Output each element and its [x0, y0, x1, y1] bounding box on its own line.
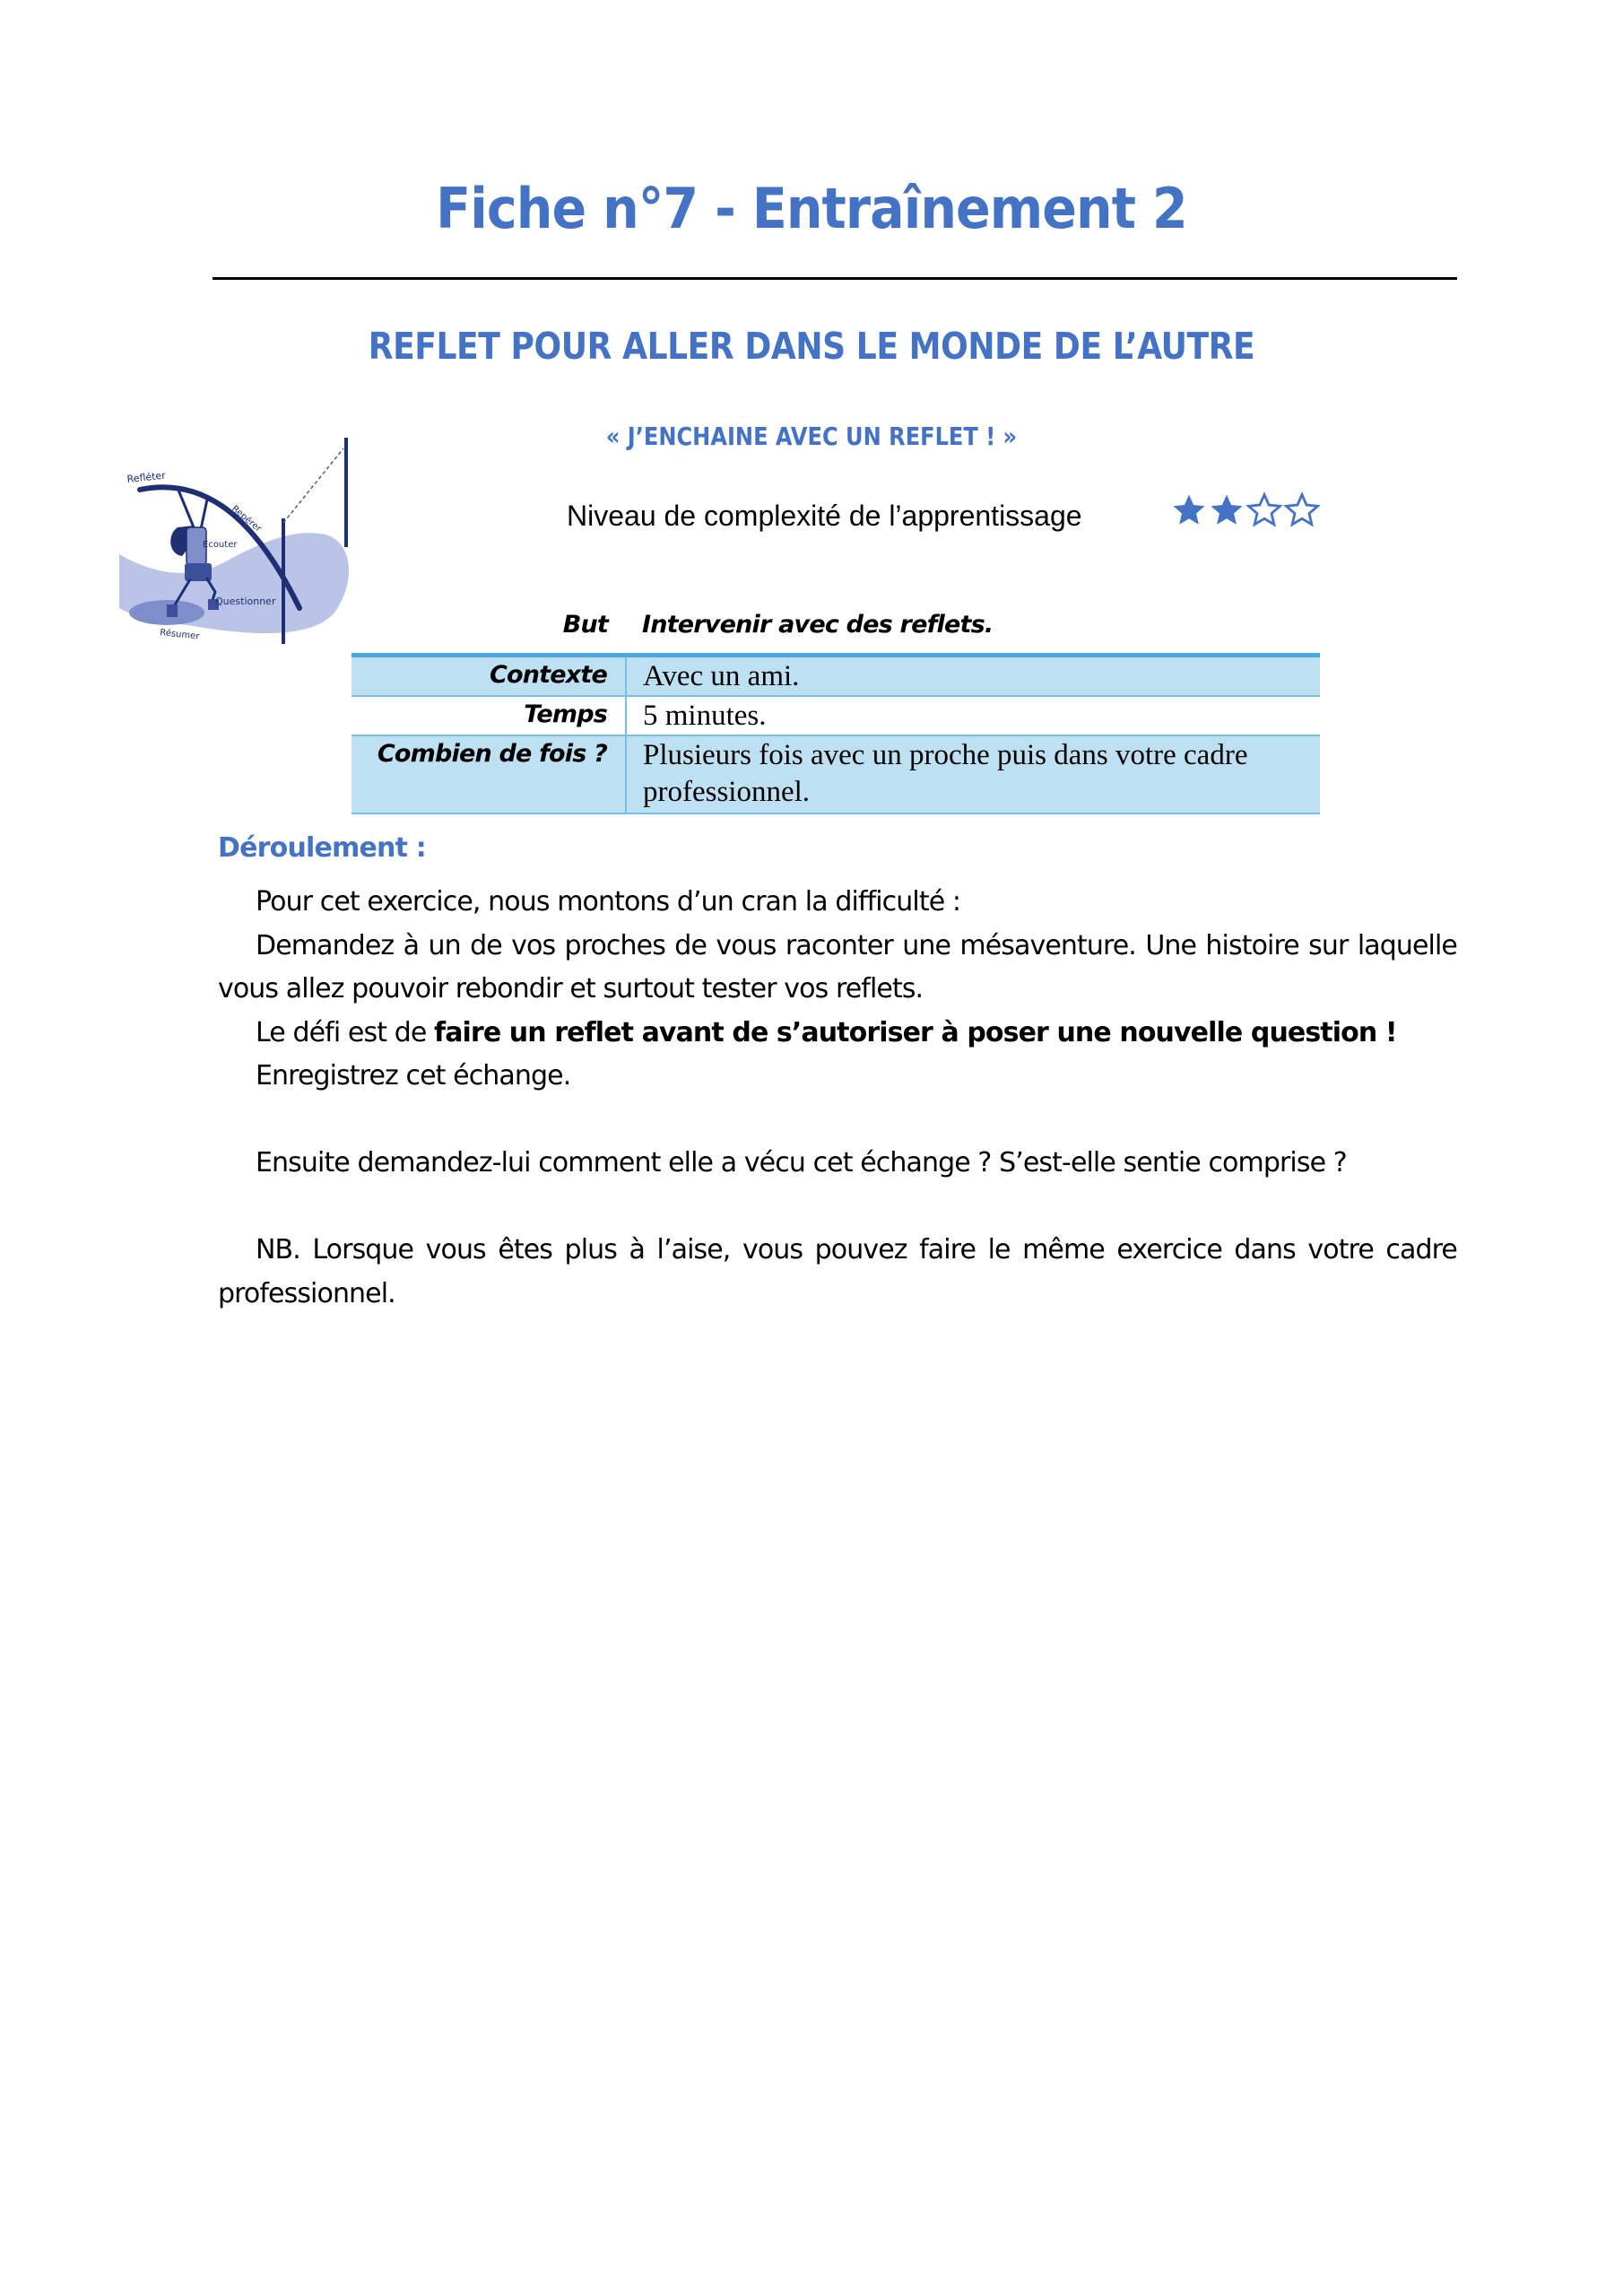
table-row-contexte: [352, 656, 1320, 697]
svg-text:Refléter: Refléter: [126, 469, 167, 485]
paragraph: [218, 1012, 1457, 1056]
pole-vaulter-icon: [115, 429, 366, 653]
paragraph: NB. Lorsque vous êtes plus à l’aise, vous pouvez faire le même exercice dans votre cadre professionnel.: [218, 1234, 1457, 1309]
row-label: Temps: [352, 696, 626, 735]
paragraph: Ensuite demandez-lui comment elle a vécu cet échange ? S’est-elle sentie comprise ?: [256, 1147, 1347, 1178]
star-outline-icon: [1283, 491, 1321, 529]
row-value: Intervenir avec des reflets.: [642, 611, 994, 639]
section-body: [218, 881, 1457, 1316]
paragraph-emphasis: faire un reflet avant de s’autoriser à poser une nouvelle question !: [434, 1016, 1397, 1048]
row-label: But: [562, 611, 608, 639]
exercise-info-table: [352, 610, 1320, 814]
star-filled-icon: [1208, 491, 1245, 529]
svg-text:Repérer: Repérer: [230, 503, 264, 535]
section-subtitle: REFLET POUR ALLER DANS LE MONDE DE L’AUTRE: [368, 325, 1255, 368]
svg-text:Résumer: Résumer: [159, 628, 200, 642]
complexity-label: Niveau de complexité de l’apprentissage: [567, 500, 1082, 532]
row-value: 5 minutes.: [626, 696, 1320, 735]
paragraph: Pour cet exercice, nous montons d’un cran la difficulté :: [256, 886, 961, 918]
row-label: Contexte: [352, 656, 626, 697]
title-divider: [213, 277, 1457, 280]
svg-text:Écouter: Écouter: [203, 540, 238, 550]
star-filled-icon: [1170, 491, 1208, 529]
pole-vault-illustration: [115, 429, 366, 653]
row-value: Avec un ami.: [626, 656, 1320, 697]
table-row-but: [352, 610, 1320, 656]
page-title: Fiche n°7 - Entraînement 2: [436, 176, 1187, 241]
complexity-rating: [1170, 491, 1321, 529]
table-row-combien: [352, 735, 1320, 813]
svg-text:Questionner: Questionner: [215, 596, 276, 607]
star-outline-icon: [1245, 491, 1283, 529]
table-row-temps: [352, 696, 1320, 735]
row-label: Combien de fois ?: [352, 735, 626, 813]
section-heading: Déroulement :: [218, 832, 426, 864]
paragraph: Demandez à un de vos proches de vous raconter une mésaventure. Une histoire sur laquelle vous allez pouvoir rebondir et surtout tester vos reflets.: [218, 929, 1457, 1004]
paragraph: Enregistrez cet échange.: [256, 1060, 571, 1091]
row-value: Plusieurs fois avec un proche puis dans votre cadre professionnel.: [626, 735, 1320, 813]
exercise-quote: « J’ENCHAINE AVEC UN REFLET ! »: [605, 422, 1018, 451]
paragraph-prefix: Le défi est de: [256, 1016, 435, 1048]
